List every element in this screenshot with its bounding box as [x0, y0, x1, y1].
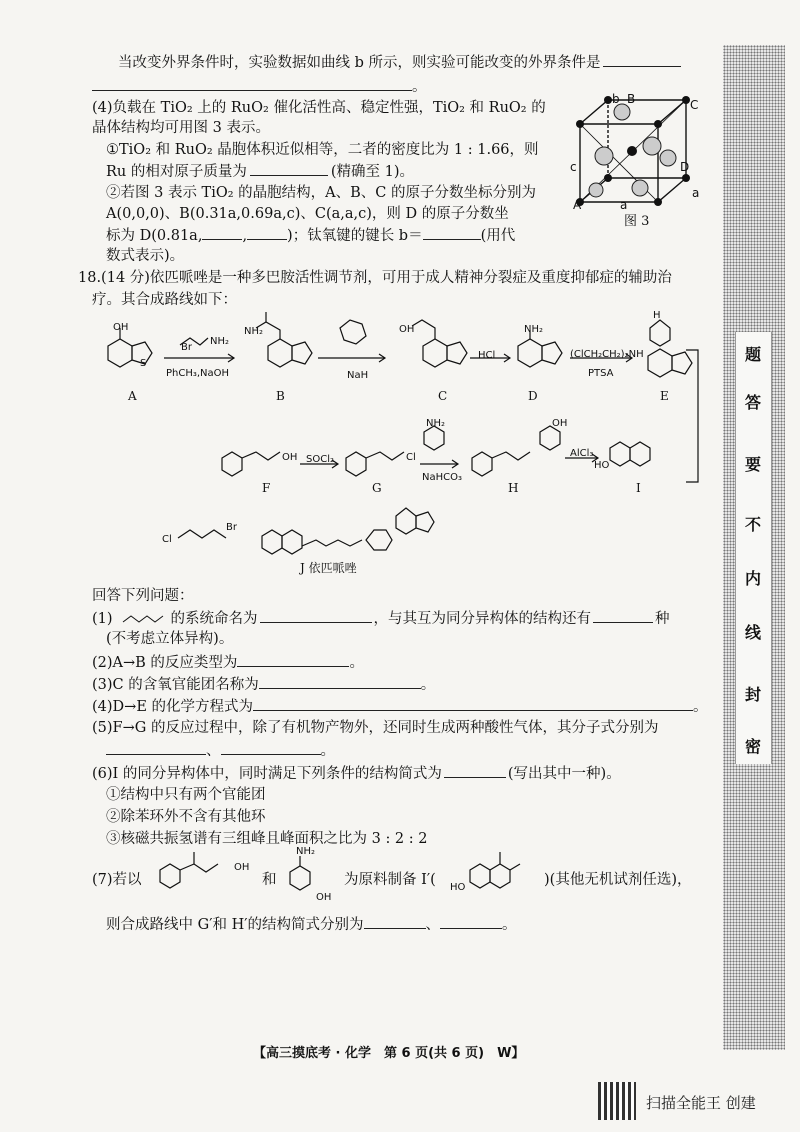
atom-h2n-b: NH₂: [244, 326, 264, 337]
reagent-de-bottom: PTSA: [588, 368, 614, 379]
q18-sub1-note: (不考虑立体异构)。: [106, 631, 234, 647]
atom-nh2-ab: NH₂: [210, 336, 230, 347]
atom-oh: OH: [113, 322, 129, 333]
atom-ho-q7: HO: [450, 882, 466, 893]
reagent-de-top: (ClCH₂CH₂)₂NH: [570, 349, 644, 360]
q18-sub6-cond2: ②除苯环外不含有其他环: [106, 809, 266, 825]
q18-sub2: (2)A→B 的反应类型为 。: [92, 652, 364, 673]
q17-part4-2-line1: ②若图 3 表示 TiO₂ 的晶胞结构，A、B、C 的原子分数坐标分别为: [106, 185, 536, 201]
q17-part4-2-line4: 数式表示)。: [106, 248, 185, 264]
label-j: J 依匹哌唑: [300, 561, 357, 575]
atom-ho-c: OH: [399, 324, 415, 335]
atom-cl-g: Cl: [406, 452, 416, 463]
label-i: I: [636, 481, 641, 495]
atom-oh-q7: OH: [234, 862, 250, 873]
reagent-ab-top: Br: [181, 342, 192, 353]
q17-continuation: 。: [92, 76, 427, 97]
page-footer: 【高三摸底考 · 化学 第 6 页(共 6 页) W】: [253, 1046, 525, 1061]
side-char-5: 内: [744, 569, 761, 588]
q18-intro-line2: 疗。其合成路线如下：: [92, 292, 237, 308]
label-e: E: [660, 389, 669, 403]
q18-sub6-cond1: ①结构中只有两个官能团: [106, 787, 266, 803]
figure-label-A: A: [573, 198, 582, 212]
figure-label-B: B: [627, 92, 636, 106]
q18-intro-line1: 18.(14 分)依匹哌唑是一种多巴胺活性调节剂，可用于成人精神分裂症及重度抑郁症的辅助治: [78, 270, 672, 286]
q17-part4-1-line2: Ru 的相对原子质量为 (精确至 1)。: [106, 161, 414, 182]
atom-h-e: H: [653, 310, 661, 321]
q17-part4-line2: 晶体结构均可用图 3 表示。: [92, 120, 270, 136]
label-a: A: [128, 389, 137, 403]
q18-sub7-b: 和: [262, 872, 277, 888]
side-char-3: 要: [744, 455, 761, 474]
q18-sub3: (3)C 的含氧官能团名称为 。: [92, 674, 435, 695]
figure-label-c: c: [570, 160, 577, 174]
label-g: G: [372, 481, 382, 495]
q18-sub6: (6)I 的同分异构体中，同时满足下列条件的结构简式为 (写出其中一种)。: [92, 763, 621, 784]
figure-label-b: b: [612, 92, 620, 106]
side-char-4: 不: [744, 515, 761, 534]
atom-nh2-gh: NH₂: [426, 418, 446, 429]
q18-sub7-c: 为原料制备 I′(: [344, 872, 436, 888]
figure-caption: 图 3: [624, 214, 650, 229]
label-b: B: [276, 389, 285, 403]
side-char-7: 封: [744, 685, 761, 704]
label-c: C: [438, 389, 448, 403]
answer-prompt: 回答下列问题：: [92, 588, 194, 604]
atom-oh-h: OH: [552, 418, 568, 429]
reagent-cd: HCl: [478, 350, 496, 361]
q18-sub4: (4)D→E 的化学方程式为 。: [92, 696, 708, 717]
q17-part4-1-line1: ①TiO₂ 和 RuO₂ 晶胞体积近似相等，二者的密度比为 1 : 1.66，则: [106, 142, 539, 158]
atom-oh-q7b: OH: [316, 892, 332, 903]
q18-sub1: (1) 的系统命名为 ，与其互为同分异构体的结构还有 种: [92, 608, 670, 629]
q18-sub7-d: )(其他无机试剂任选)，: [544, 872, 692, 888]
q18-sub5: (5)F→G 的反应过程中，除了有机物产物外，还同时生成两种酸性气体，其分子式分别为: [92, 720, 659, 736]
qr-code-icon: [598, 1082, 636, 1120]
side-char-1: 题: [744, 345, 761, 364]
figure-label-a-bottom: a: [620, 198, 628, 212]
atom-nh2-q7: NH₂: [296, 846, 316, 857]
atom-ho-i: HO: [594, 460, 610, 471]
side-char-8: 密: [744, 737, 761, 756]
reagent-ab-bottom: PhCH₃,NaOH: [166, 368, 230, 379]
label-h: H: [508, 481, 519, 495]
label-f: F: [262, 481, 271, 495]
q18-sub7-e: 则合成路线中 G′和 H′的结构简式分别为 、 。: [106, 914, 517, 935]
atom-oh-f: OH: [282, 452, 298, 463]
reagent-fg: SOCl₂: [306, 454, 334, 465]
atom-cl-j: Cl: [162, 534, 172, 545]
q18-sub6-cond3: ③核磁共振氢谱有三组峰且峰面积之比为 3 : 2 : 2: [106, 831, 428, 847]
reagent-gh-bottom: NaHCO₃: [422, 472, 462, 483]
q18-sub5-blanks: 、 。: [106, 740, 335, 761]
side-char-6: 线: [744, 623, 761, 642]
atom-br-j: Br: [226, 522, 237, 533]
label-d: D: [528, 389, 538, 403]
scanner-watermark: 扫描全能王 创建: [646, 1094, 756, 1112]
q17-part4-line1: (4)负载在 TiO₂ 上的 RuO₂ 催化活性高、稳定性强，TiO₂ 和 RuO₂ 的: [92, 100, 546, 116]
figure-label-D: D: [680, 160, 690, 174]
q18-sub7-a: (7)若以: [92, 872, 142, 888]
q17-part4-2-line2: A(0,0,0)、B(0.31a,0.69a,c)、C(a,a,c)，则 D 的原子分数坐: [106, 206, 509, 222]
figure-label-a-side: a: [692, 186, 700, 200]
q17-part4-2-line3: 标为 D(0.81a, , )；钛氧键的键长 b＝ (用代: [106, 225, 515, 246]
reagent-hi: AlCl₃: [570, 448, 594, 459]
side-char-2: 答: [744, 393, 761, 412]
reagent-bc: NaH: [347, 370, 369, 381]
figure-label-C: C: [690, 98, 699, 112]
q17-intro-line: 当改变外界条件时，实验数据如曲线 b 所示，则实验可能改变的外界条件是: [118, 52, 681, 73]
atom-s: S: [140, 358, 147, 369]
atom-nh2-d: NH₂: [524, 324, 544, 335]
